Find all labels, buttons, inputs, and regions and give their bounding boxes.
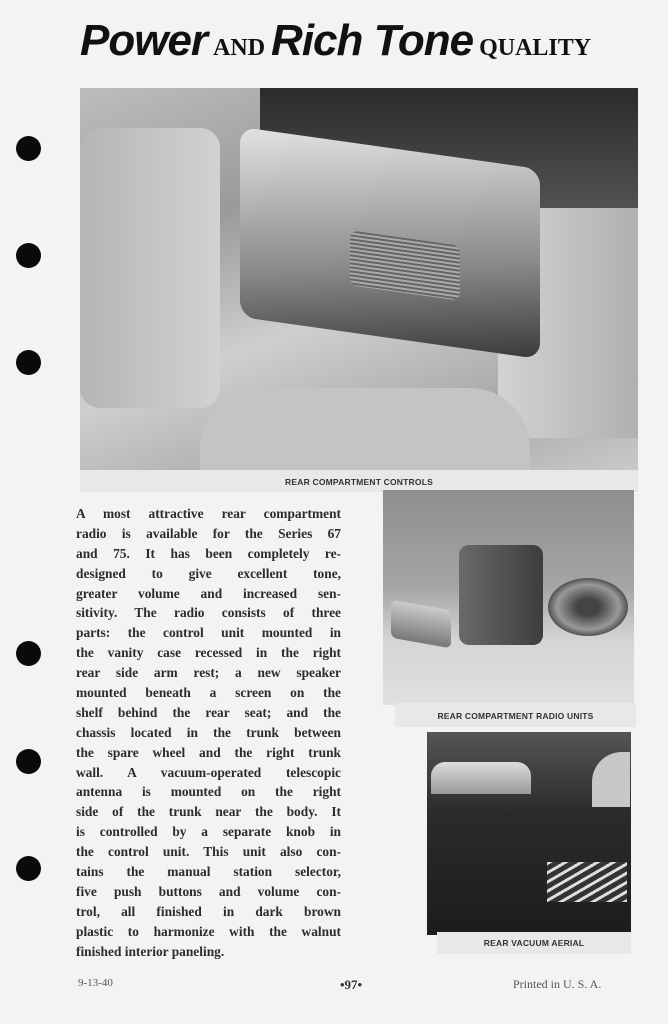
body-line: mounted beneath a screen on the xyxy=(76,685,341,701)
body-line: sitivity. The radio consists of three xyxy=(76,605,341,621)
body-line: the spare wheel and the right trunk xyxy=(76,744,341,760)
body-line: five push buttons and volume con- xyxy=(76,883,341,899)
title-rich-tone: Rich Tone xyxy=(271,16,474,65)
body-line: wall. A vacuum-operated telescopic xyxy=(76,764,341,780)
title-and: AND xyxy=(213,35,266,61)
body-line: antenna is mounted on the right xyxy=(76,784,341,800)
body-line: designed to give excellent tone, xyxy=(76,565,341,581)
printed-in-usa: Printed in U. S. A. xyxy=(513,977,602,991)
body-line: finished interior paneling. xyxy=(76,943,225,959)
page-title xyxy=(80,16,640,72)
body-line: A most attractive rear compartment xyxy=(76,506,341,521)
aerial-photo-caption: REAR VACUUM AERIAL xyxy=(483,938,585,948)
radio-units-photo xyxy=(383,490,634,705)
punch-hole xyxy=(16,749,41,774)
punch-hole xyxy=(16,350,41,375)
punch-hole xyxy=(16,136,41,161)
body-line: is controlled by a separate knob in xyxy=(76,824,341,840)
punch-hole xyxy=(16,641,41,666)
body-line: greater volume and increased sen- xyxy=(76,585,341,601)
rear-compartment-controls-photo xyxy=(80,88,638,470)
body-line: and 75. It has been completely re- xyxy=(76,545,341,561)
vacuum-aerial-photo xyxy=(427,732,631,935)
footer-date: 9-13-40 xyxy=(78,977,113,989)
body-line: the vanity case recessed in the right xyxy=(76,645,341,661)
main-photo-caption: REAR COMPARTMENT CONTROLS xyxy=(285,477,433,487)
punch-hole xyxy=(16,243,41,268)
body-line: trol, all finished in dark brown xyxy=(76,903,341,919)
body-text xyxy=(76,504,341,961)
body-line: parts: the control unit mounted in xyxy=(76,625,341,641)
punch-hole xyxy=(16,856,41,881)
body-line: radio is available for the Series 67 xyxy=(76,525,341,541)
page-number: •97• xyxy=(340,977,363,992)
title-power: Power xyxy=(80,16,208,65)
radio-photo-caption: REAR COMPARTMENT RADIO UNITS xyxy=(437,711,594,721)
body-line: chassis located in the trunk between xyxy=(76,724,341,740)
body-line: rear side arm rest; a new speaker xyxy=(76,665,341,681)
title-quality: QUALITY xyxy=(479,35,592,61)
body-line: plastic to harmonize with the walnut xyxy=(76,923,341,939)
body-line: side of the trunk near the body. It xyxy=(76,804,341,820)
body-line: the control unit. This unit also con- xyxy=(76,844,341,860)
body-line: shelf behind the rear seat; and the xyxy=(76,704,341,720)
body-line: tains the manual station selector, xyxy=(76,864,341,880)
